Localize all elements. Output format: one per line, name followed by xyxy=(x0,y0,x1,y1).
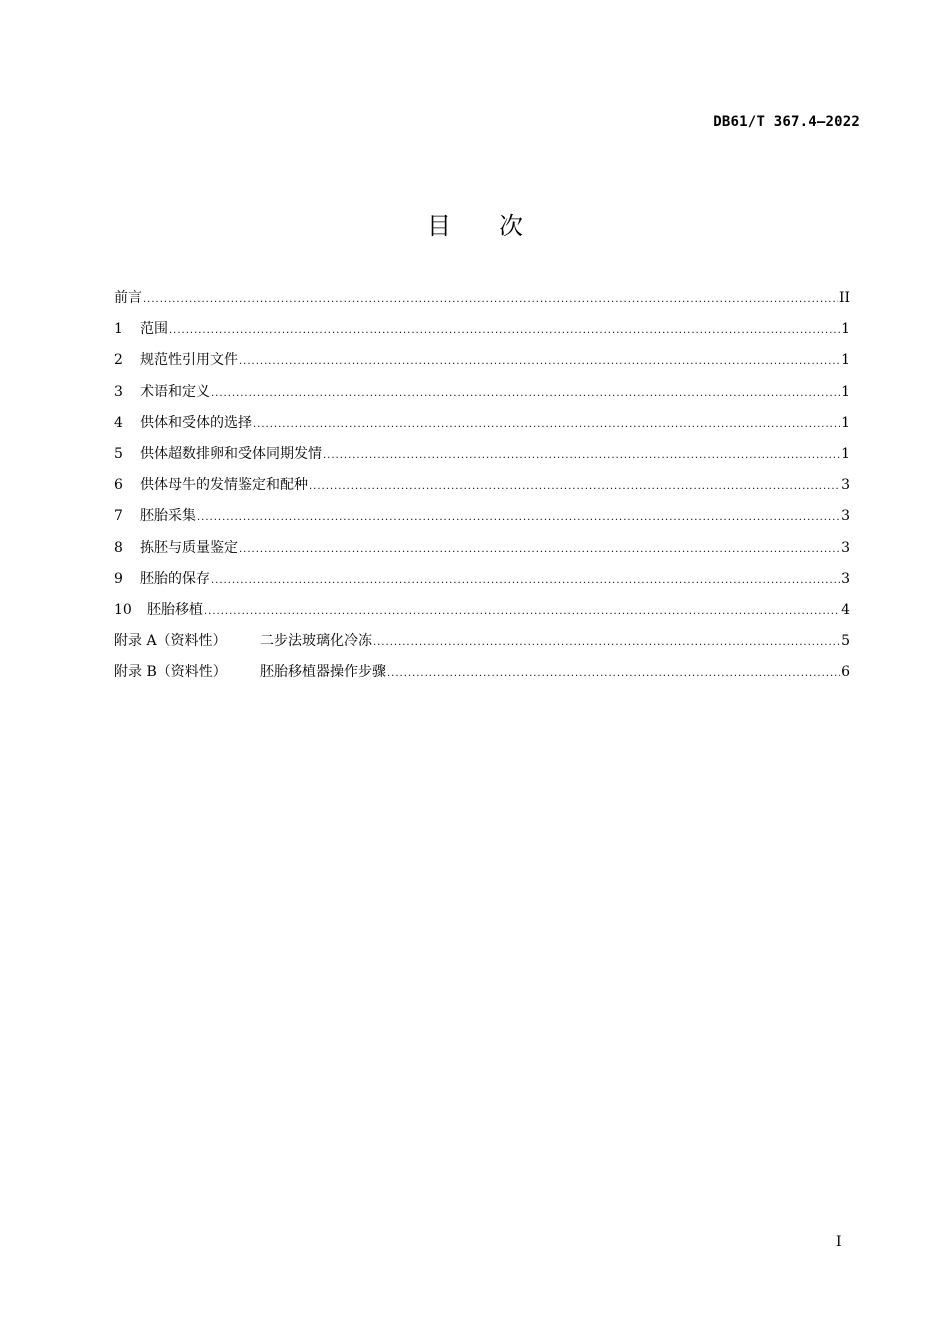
toc-entry-label: 二步法玻璃化冷冻 xyxy=(260,633,372,650)
toc-entry[interactable] xyxy=(114,380,850,411)
toc-entry[interactable] xyxy=(114,442,850,473)
toc-entry-label: 供体和受体的选择 xyxy=(140,414,252,431)
toc-entry[interactable] xyxy=(114,348,850,379)
toc-entry-number: 2 xyxy=(114,352,123,369)
toc-entry-page: 1 xyxy=(841,445,850,462)
toc-entry[interactable] xyxy=(114,598,850,629)
toc-entry-page: 1 xyxy=(841,352,850,369)
toc-entry-label: 术语和定义 xyxy=(140,383,210,400)
toc-entry[interactable] xyxy=(114,629,850,660)
toc-entry-page: 4 xyxy=(841,601,850,618)
dot-leader xyxy=(323,444,840,468)
toc-entry-label: 拣胚与质量鉴定 xyxy=(140,539,238,556)
dot-leader xyxy=(373,631,840,655)
toc-entry-label: 范围 xyxy=(140,321,168,338)
dot-leader xyxy=(239,350,840,374)
toc-entry-number: 10 xyxy=(114,601,132,618)
dot-leader xyxy=(204,600,840,624)
dot-leader xyxy=(387,662,840,686)
dot-leader xyxy=(197,506,840,530)
dot-leader xyxy=(169,319,840,343)
toc-entry-page: 1 xyxy=(841,383,850,400)
table-of-contents xyxy=(114,286,850,691)
toc-entry[interactable] xyxy=(114,660,850,691)
toc-entry-number: 3 xyxy=(114,383,123,400)
toc-entry-label: 胚胎采集 xyxy=(140,508,196,525)
toc-entry-number: 附录 A（资料性） xyxy=(114,633,227,650)
toc-entry-page: II xyxy=(838,290,850,306)
toc-entry-label: 胚胎移植器操作步骤 xyxy=(260,664,386,681)
page-title: 目次 xyxy=(427,212,571,240)
toc-entry[interactable] xyxy=(114,411,850,442)
toc-entry[interactable] xyxy=(114,286,850,317)
toc-entry-label: 供体母牛的发情鉴定和配种 xyxy=(140,477,308,494)
toc-entry-page: 5 xyxy=(841,633,850,650)
toc-entry-number: 4 xyxy=(114,414,123,431)
dot-leader xyxy=(239,538,840,562)
toc-entry-page: 3 xyxy=(841,508,850,525)
toc-entry-number: 8 xyxy=(114,539,123,556)
toc-entry-number: 6 xyxy=(114,477,123,494)
toc-entry[interactable] xyxy=(114,536,850,567)
toc-entry[interactable] xyxy=(114,567,850,598)
toc-entry-page: 3 xyxy=(841,570,850,587)
toc-entry-label: 规范性引用文件 xyxy=(140,352,238,369)
toc-entry-page: 6 xyxy=(841,664,850,681)
toc-entry-page: 1 xyxy=(841,321,850,338)
toc-entry-number: 附录 B（资料性） xyxy=(114,664,227,681)
toc-entry-number: 5 xyxy=(114,445,123,462)
toc-entry-page: 3 xyxy=(841,539,850,556)
dot-leader xyxy=(309,475,840,499)
toc-entry[interactable] xyxy=(114,504,850,535)
toc-entry-label: 前言 xyxy=(114,290,142,306)
dot-leader xyxy=(253,413,840,437)
toc-entry[interactable] xyxy=(114,317,850,348)
toc-entry-page: 3 xyxy=(841,477,850,494)
dot-leader xyxy=(211,382,840,406)
toc-entry-page: 1 xyxy=(841,414,850,431)
toc-entry-number: 1 xyxy=(114,321,123,338)
toc-entry-number: 7 xyxy=(114,508,123,525)
page-number: I xyxy=(836,1234,842,1250)
toc-entry-number: 9 xyxy=(114,570,123,587)
dot-leader xyxy=(143,288,838,312)
toc-entry-label: 胚胎的保存 xyxy=(140,570,210,587)
toc-entry[interactable] xyxy=(114,473,850,504)
dot-leader xyxy=(211,569,840,593)
toc-entry-label: 胚胎移植 xyxy=(147,601,203,618)
standard-number: DB61/T 367.4—2022 xyxy=(713,114,860,130)
toc-entry-label: 供体超数排卵和受体同期发情 xyxy=(140,445,322,462)
